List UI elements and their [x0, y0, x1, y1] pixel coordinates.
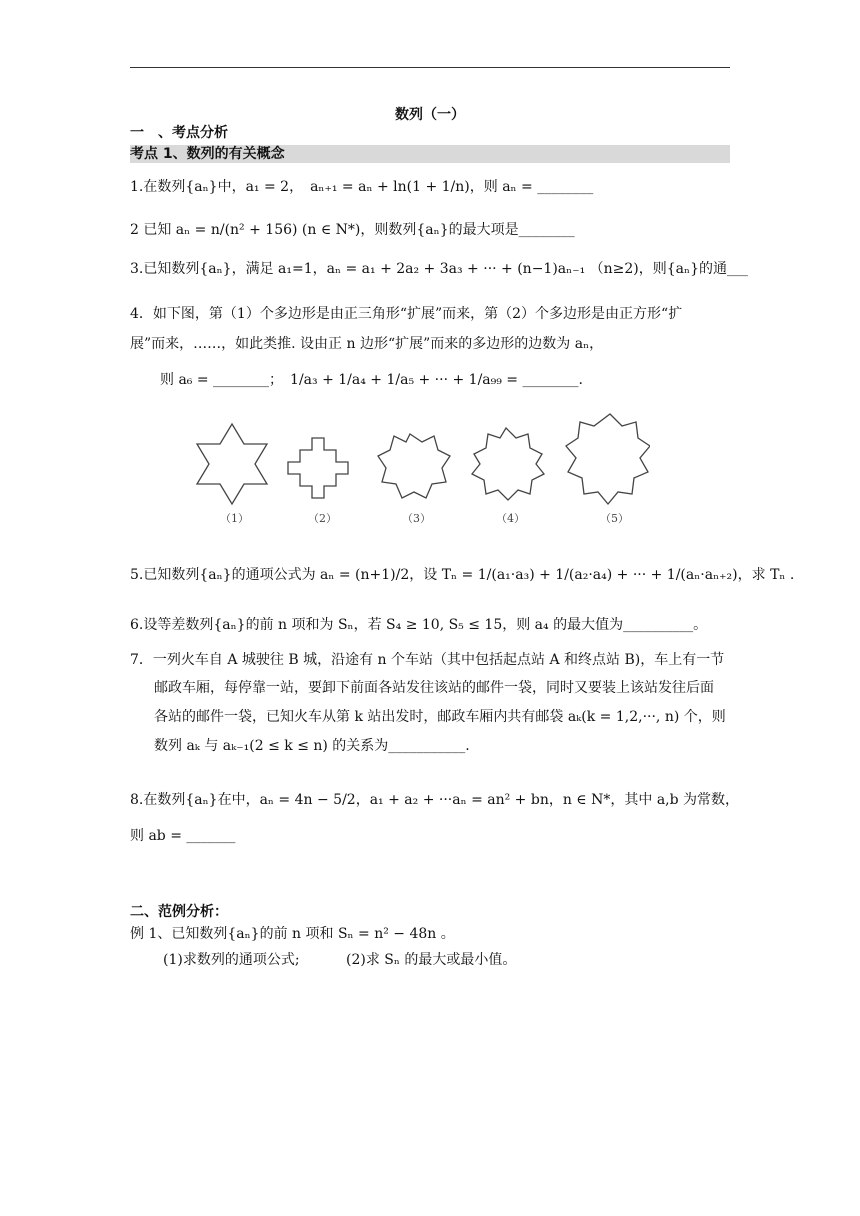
polygon-3 — [378, 434, 450, 498]
section-heading-2: 二、范例分析： — [130, 904, 228, 920]
problem-7-line-1: 7．一列火车自 A 城驶往 B 城，沿途有 n 个车站（其中包括起点站 A 和终点站 B)，车上有一节 — [130, 652, 725, 668]
problem-2: 2 已知 aₙ = n/(n² + 156) (n ∈ N*)，则数列{aₙ}的最大项是________ — [130, 222, 575, 238]
problem-3: 3.已知数列{aₙ}，满足 a₁=1，aₙ = a₁ + 2a₂ + 3a₃ + ··· + (n−1)aₙ₋₁ （n≥2)，则{aₙ}的通___ — [130, 261, 748, 277]
example-1-part-2: (2)求 Sₙ 的最大或最小值。 — [346, 952, 517, 968]
polygon-figure — [190, 408, 650, 533]
problem-5: 5.已知数列{aₙ}的通项公式为 aₙ = (n+1)/2，设 Tₙ = 1/(a₁·a₃) + 1/(a₂·a₄) + ··· + 1/(aₙ·aₙ₊₂)，求 Tₙ . — [130, 567, 795, 583]
header-rule — [130, 67, 730, 68]
problem-7-line-4: 数列 aₖ 与 aₖ₋₁(2 ≤ k ≤ n) 的关系为___________. — [154, 738, 470, 754]
problem-8-line-2: 则 ab = _______ — [130, 828, 236, 844]
problem-4-line-3: 则 a₆ = ________； 1/a₃ + 1/a₄ + 1/a₅ + ··· + 1/a₉₉ = ________. — [160, 372, 583, 388]
figure-label-5: （5） — [600, 512, 629, 525]
page-title: 数列（一） — [395, 107, 465, 123]
problem-1: 1.在数列{aₙ}中，a₁ = 2， aₙ₊₁ = aₙ + ln(1 + 1/n)，则 aₙ = ________ — [130, 179, 594, 195]
problem-8-line-1: 8.在数列{aₙ}在中，aₙ = 4n − 5/2，a₁ + a₂ + ···aₙ = an² + bn，n ∈ N*，其中 a,b 为常数， — [130, 792, 740, 808]
figure-label-4: （4） — [496, 512, 525, 525]
problem-7-line-3: 各站的邮件一袋，已知火车从第 k 站出发时，邮政车厢内共有邮袋 aₖ(k = 1,2,···, n) 个，则 — [154, 709, 726, 725]
topic-heading: 考点 1、数列的有关概念 — [130, 146, 285, 162]
figure-label-3: （3） — [402, 512, 431, 525]
example-1: 例 1、已知数列{aₙ}的前 n 项和 Sₙ = n² − 48n 。 — [130, 926, 455, 942]
problem-4-line-1: 4．如下图，第（1）个多边形是由正三角形“扩展”而来，第（2）个多边形是由正方形“扩 — [130, 306, 683, 322]
example-1-part-1: (1)求数列的通项公式; — [163, 952, 300, 968]
problem-4-line-2: 展”而来，……，如此类推. 设由正 n 边形“扩展”而来的多边形的边数为 aₙ， — [130, 336, 604, 352]
polygon-5 — [566, 414, 650, 504]
section-heading-1: 一 、考点分析 — [130, 125, 228, 141]
figure-label-2: （2） — [308, 512, 337, 525]
problem-6: 6.设等差数列{aₙ}的前 n 项和为 Sₙ，若 S₄ ≥ 10, S₅ ≤ 15，则 a₄ 的最大值为__________。 — [130, 617, 708, 633]
polygon-1 — [197, 424, 267, 504]
polygon-4 — [472, 428, 544, 500]
polygon-2 — [288, 438, 348, 498]
problem-7-line-2: 邮政车厢，每停靠一站，要卸下前面各站发往该站的邮件一袋，同时又要装上该站发往后面 — [154, 680, 714, 696]
figure-label-1: （1） — [220, 512, 249, 525]
